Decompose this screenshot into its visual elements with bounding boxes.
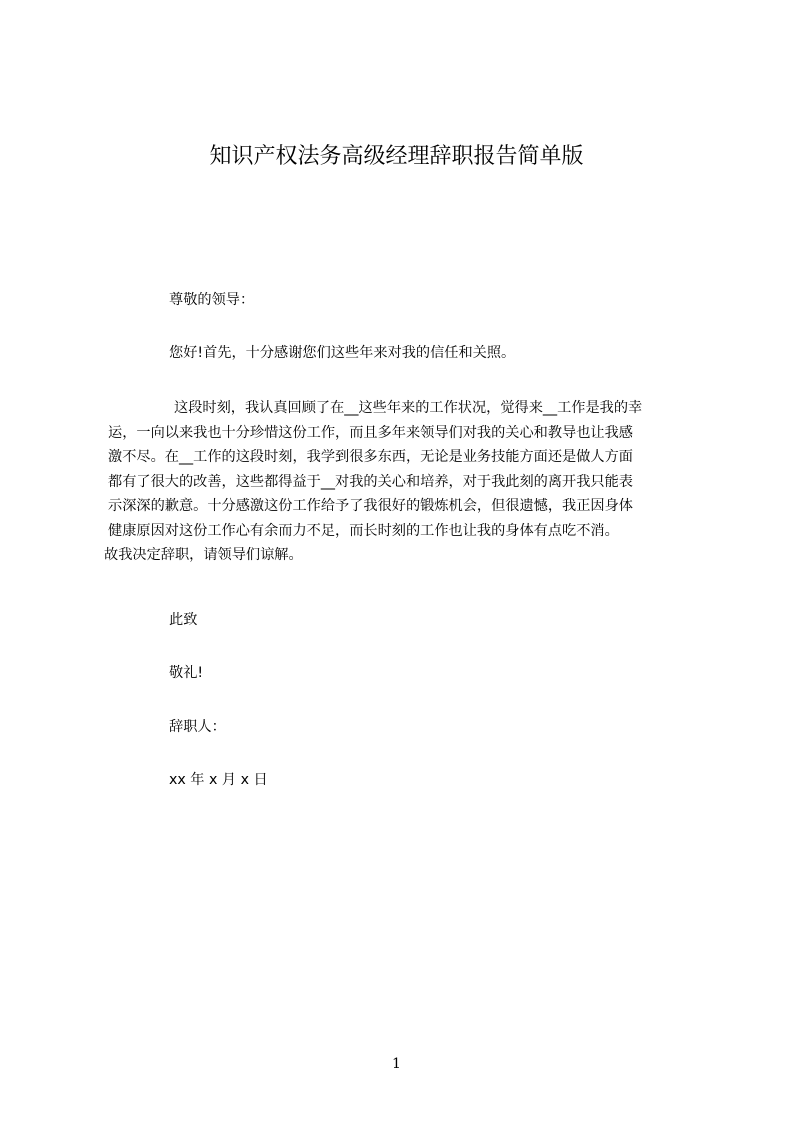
body-line: 这段时刻，我认真回顾了在__这些年来的工作状况，觉得来__工作是我的幸 (174, 400, 643, 416)
closing-text: 此致 (169, 612, 198, 628)
document-title: 知识产权法务高级经理辞职报告简单版 (209, 144, 584, 169)
date-text: xx 年 x 月 x 日 (169, 772, 268, 788)
body-line: 健康原因对这份工作心有余而力不足，而长时刻的工作也让我的身体有点吃不消。 (108, 522, 619, 539)
regards-text: 敬礼! (169, 665, 204, 681)
main-body-paragraph (104, 396, 704, 568)
signature-label: 辞职人： (169, 719, 226, 735)
page-number: 1 (392, 1056, 401, 1072)
greeting-paragraph: 您好!首先，十分感谢您们这些年来对我的信任和关照。 (169, 345, 516, 361)
body-line: 激不尽。在__工作的这段时刻，我学到很多东西，无论是业务技能方面还是做人方面 (108, 449, 633, 465)
body-line: 运，一向以来我也十分珍惜这份工作，而且多年来领导们对我的关心和教导也让我感 (108, 424, 633, 441)
salutation: 尊敬的领导： (169, 292, 255, 308)
body-line: 故我决定辞职，请领导们谅解。 (104, 547, 303, 563)
body-line: 示深深的歉意。十分感激这份工作给予了我很好的锻炼机会，但很遗憾，我正因身体 (108, 498, 633, 514)
body-line: 都有了很大的改善，这些都得益于__对我的关心和培养，对于我此刻的离开我只能表 (108, 473, 633, 490)
